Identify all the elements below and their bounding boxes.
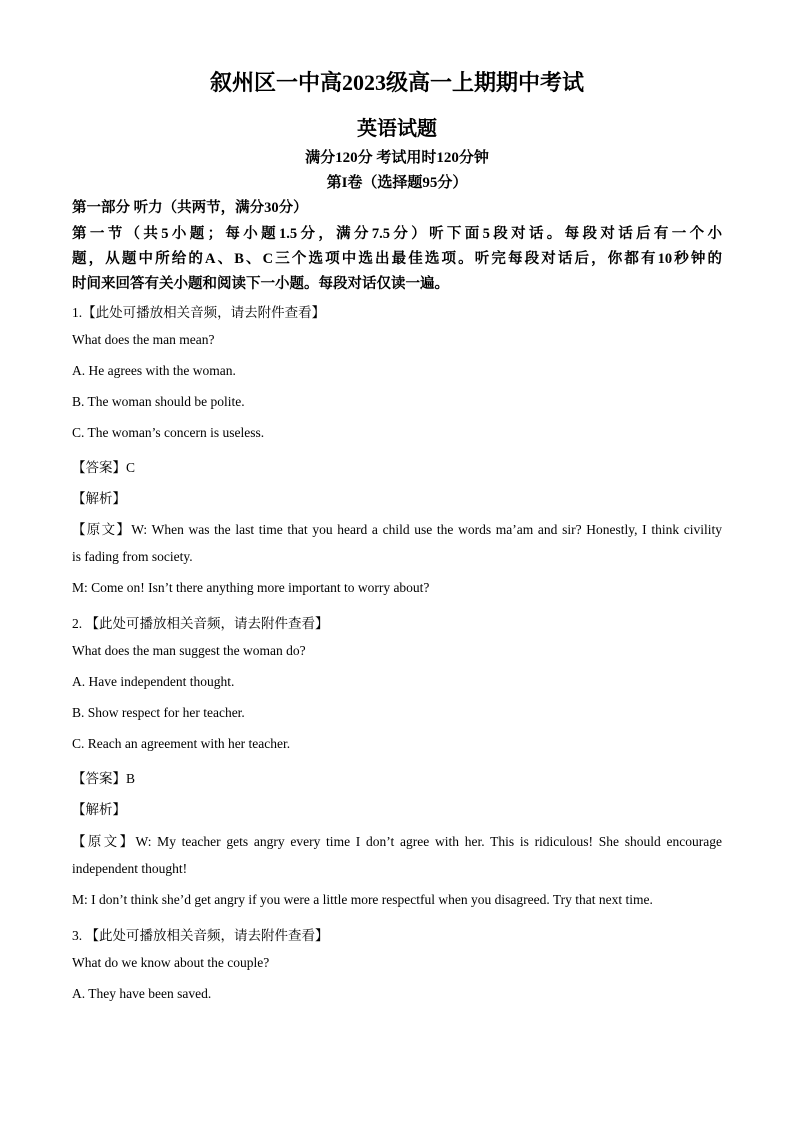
transcript-line: M: Come on! Isn’t there anything more important to worry about?: [72, 580, 430, 595]
answer-label: 【答案】B: [72, 771, 136, 786]
transcript-line: M: I don’t think she’d get angry if you were a little more respectful when you disagreed. Try that next time.: [72, 892, 653, 907]
transcript-line: 【原文】W: When was the last time that you heard a child use the words ma’am and sir? Honestly, I think civility: [72, 522, 722, 537]
transcript-line: 【原文】W: My teacher gets angry every time I don’t agree with her. This is ridiculous! She should encourage: [72, 834, 722, 849]
question-stem: What do we know about the couple?: [72, 955, 270, 970]
audio-placeholder[interactable]: 2. 【此处可播放相关音频，请去附件查看】: [72, 616, 329, 631]
audio-placeholder[interactable]: 1.【此处可播放相关音频，请去附件查看】: [72, 305, 326, 320]
option-c: C. Reach an agreement with her teacher.: [72, 736, 291, 751]
volume-title: 第I卷（选择题95分）: [326, 175, 468, 191]
option-b: B. The woman should be polite.: [72, 394, 245, 409]
transcript-line: is fading from society.: [72, 549, 193, 564]
part-heading: 第一部分 听力（共两节，满分30分）: [72, 200, 308, 216]
transcript-line: independent thought!: [72, 861, 188, 876]
question-stem: What does the man mean?: [72, 332, 215, 347]
analysis-label: 【解析】: [72, 491, 126, 506]
subject-title: 英语试题: [357, 118, 437, 140]
analysis-label: 【解析】: [72, 802, 126, 817]
instruction-line: 时间来回答有关小题和阅读下一小题。每段对话仅读一遍。: [72, 276, 449, 292]
instruction-line: 题，从题中所给的A、B、C三个选项中选出最佳选项。听完每段对话后，你都有10秒钟的: [72, 251, 722, 267]
option-a: A. He agrees with the woman.: [72, 363, 236, 378]
exam-title: 叙州区一中高2023级高一上期期中考试: [209, 70, 584, 95]
score-time-line: 满分120分 考试用时120分钟: [305, 150, 489, 166]
audio-placeholder[interactable]: 3. 【此处可播放相关音频，请去附件查看】: [72, 928, 329, 943]
option-b: B. Show respect for her teacher.: [72, 705, 245, 720]
option-a: A. They have been saved.: [72, 986, 212, 1001]
instruction-line: 第一节（共5小题；每小题1.5分，满分7.5分）听下面5段对话。每段对话后有一个小: [72, 226, 722, 242]
answer-label: 【答案】C: [72, 460, 136, 475]
option-c: C. The woman’s concern is useless.: [72, 425, 265, 440]
option-a: A. Have independent thought.: [72, 674, 235, 689]
question-stem: What does the man suggest the woman do?: [72, 643, 306, 658]
